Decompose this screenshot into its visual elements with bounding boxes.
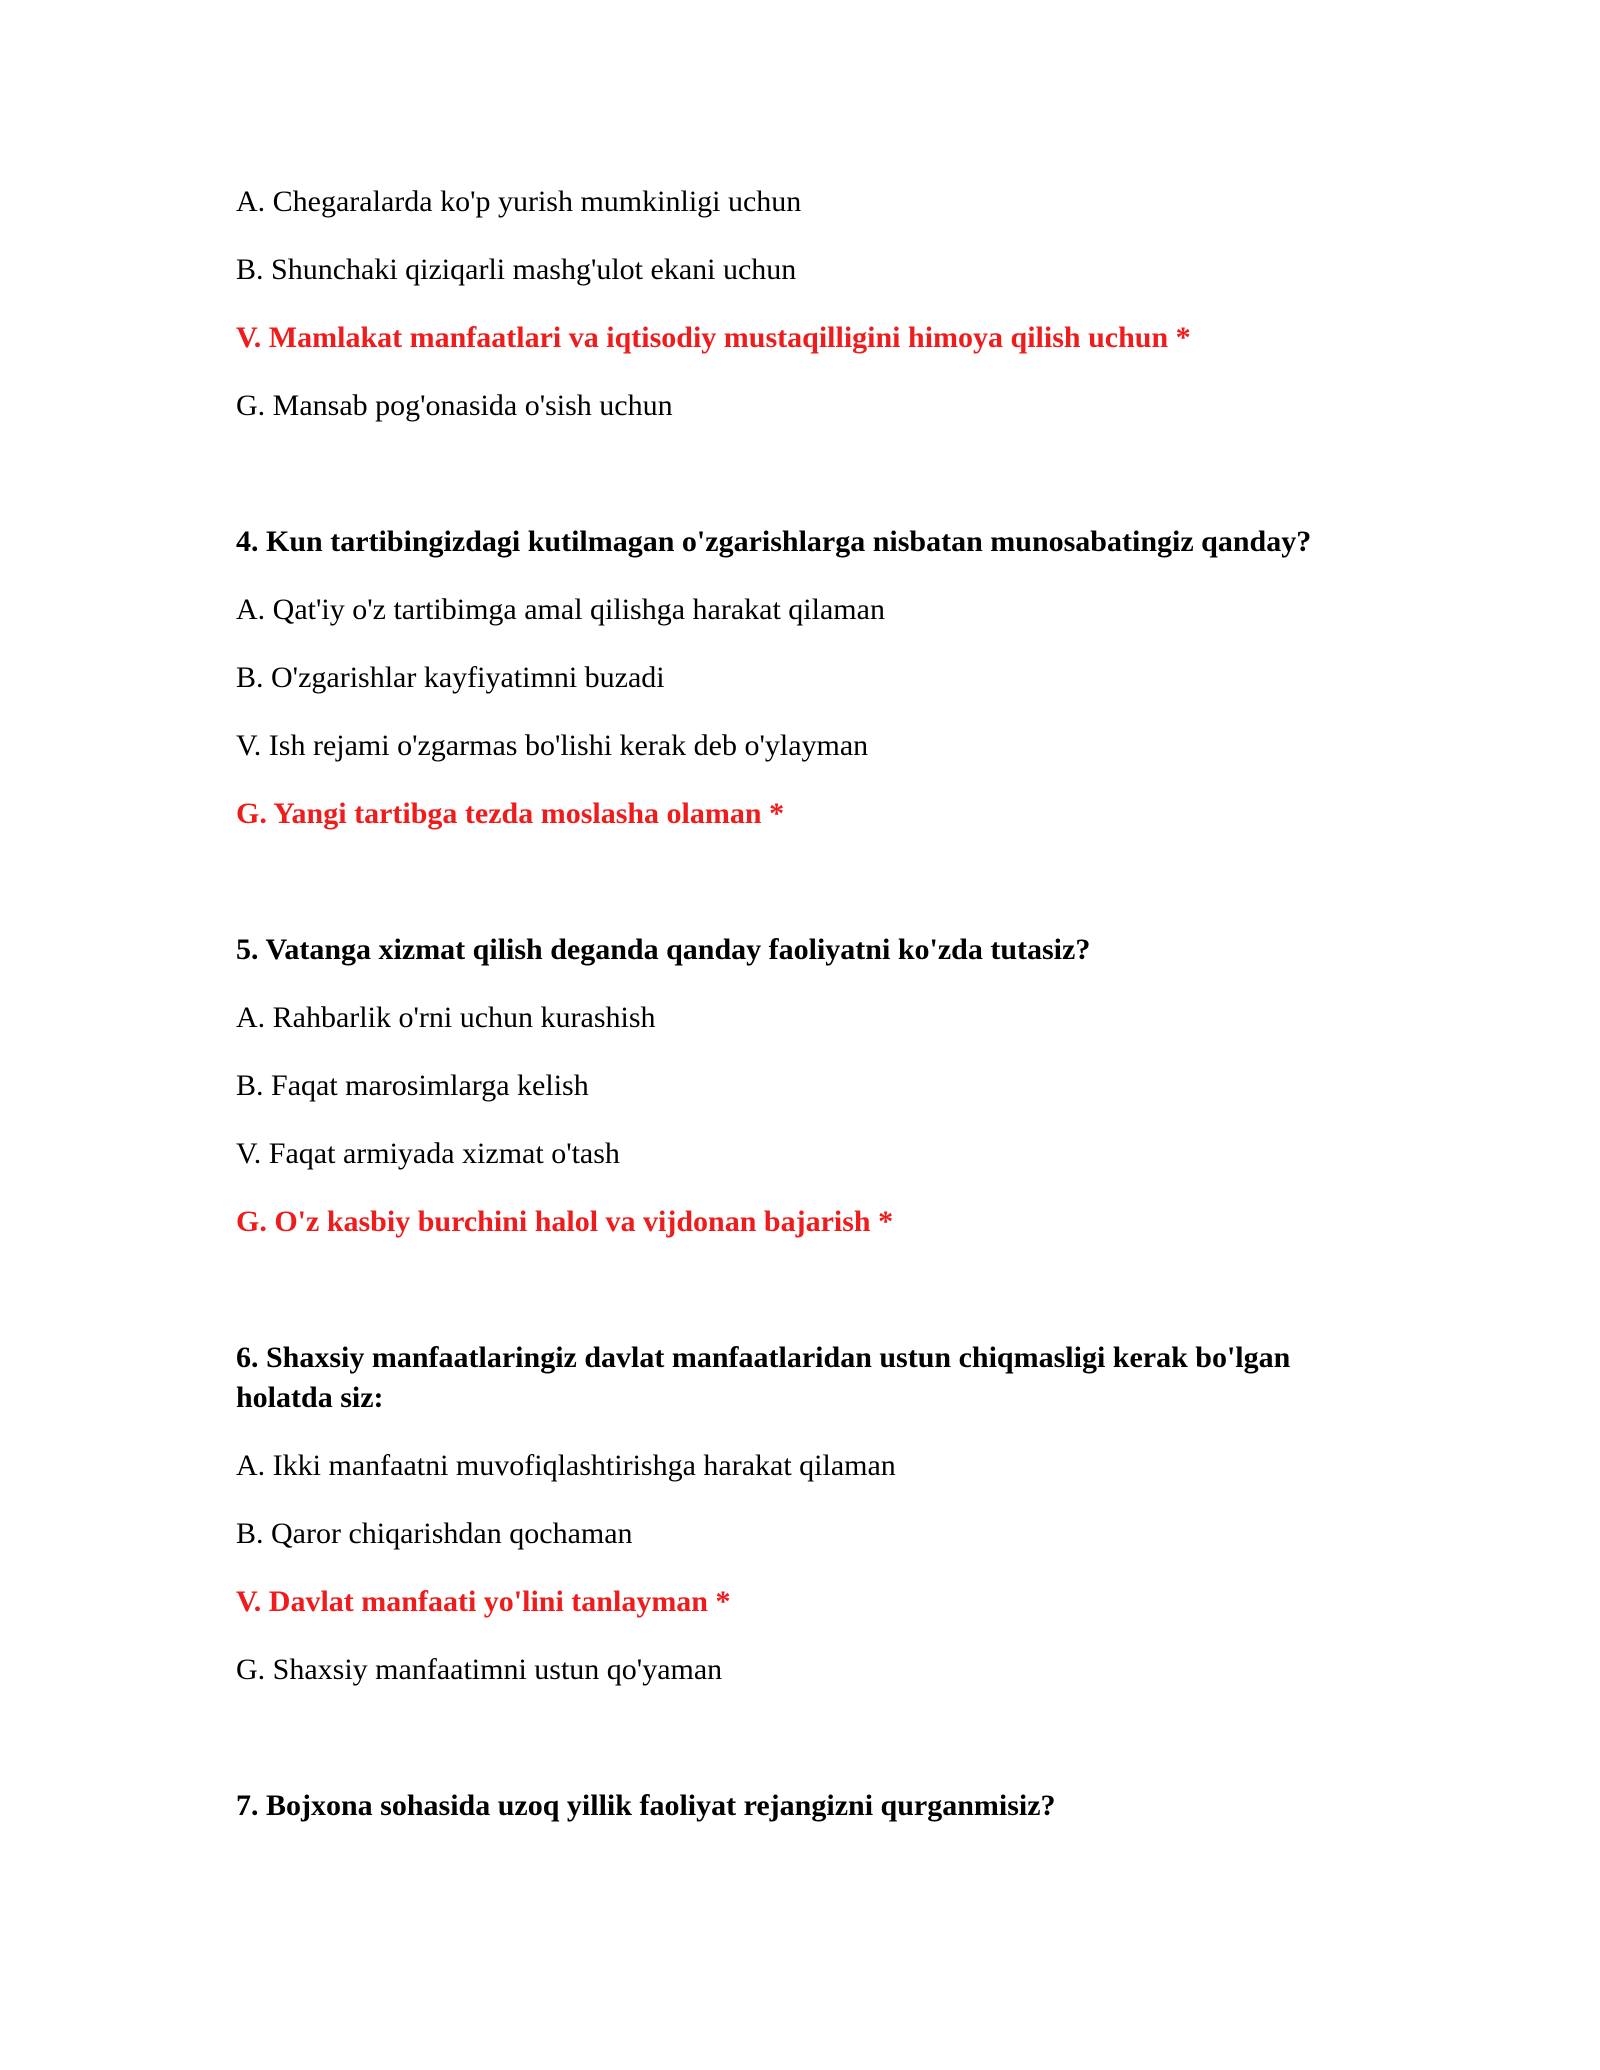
question-block-5 [236,930,1376,1242]
option-a: A. Qat'iy o'z tartibimga amal qilishga harakat qilaman [236,593,885,626]
option-a: A. Ikki manfaatni muvofiqlashtirishga harakat qilaman [236,1449,896,1482]
spacer [236,862,1376,930]
spacer [236,454,1376,522]
question-block-6 [236,1338,1376,1690]
spacer [236,1270,1376,1338]
option-b: B. Faqat marosimlarga kelish [236,1069,589,1102]
question-block-7 [236,1786,1376,1826]
quiz-content [236,182,1376,1854]
option-a: A. Chegaralarda ko'p yurish mumkinligi uchun [236,185,802,218]
option-a: A. Rahbarlik o'rni uchun kurashish [236,1001,656,1034]
option-v: V. Mamlakat manfaatlari va iqtisodiy mustaqilligini himoya qilish uchun * [236,321,1191,354]
option-g: G. O'z kasbiy burchini halol va vijdonan bajarish * [236,1205,894,1238]
question-text: 4. Kun tartibingizdagi kutilmagan o'zgarishlarga nisbatan munosabatingiz qanday? [236,525,1312,558]
option-b: B. Shunchaki qiziqarli mashg'ulot ekani uchun [236,253,797,286]
option-v: V. Faqat armiyada xizmat o'tash [236,1137,620,1170]
option-g: G. Yangi tartibga tezda moslasha olaman * [236,797,785,830]
question-text: 7. Bojxona sohasida uzoq yillik faoliyat rejangizni qurganmisiz? [236,1789,1056,1822]
option-b: B. O'zgarishlar kayfiyatimni buzadi [236,661,665,694]
question-text: 6. Shaxsiy manfaatlaringiz davlat manfaatlaridan ustun chiqmasligi kerak bo'lgan holatda siz: [236,1341,1291,1414]
option-v: V. Ish rejami o'zgarmas bo'lishi kerak deb o'ylayman [236,729,869,762]
question-block-3-continued [236,182,1376,426]
option-b: B. Qaror chiqarishdan qochaman [236,1517,633,1550]
option-g: G. Mansab pog'onasida o'sish uchun [236,389,673,422]
question-block-4 [236,522,1376,834]
option-v: V. Davlat manfaati yo'lini tanlayman * [236,1585,731,1618]
question-text: 5. Vatanga xizmat qilish deganda qanday faoliyatni ko'zda tutasiz? [236,933,1091,966]
spacer [236,1718,1376,1786]
option-g: G. Shaxsiy manfaatimni ustun qo'yaman [236,1653,723,1686]
